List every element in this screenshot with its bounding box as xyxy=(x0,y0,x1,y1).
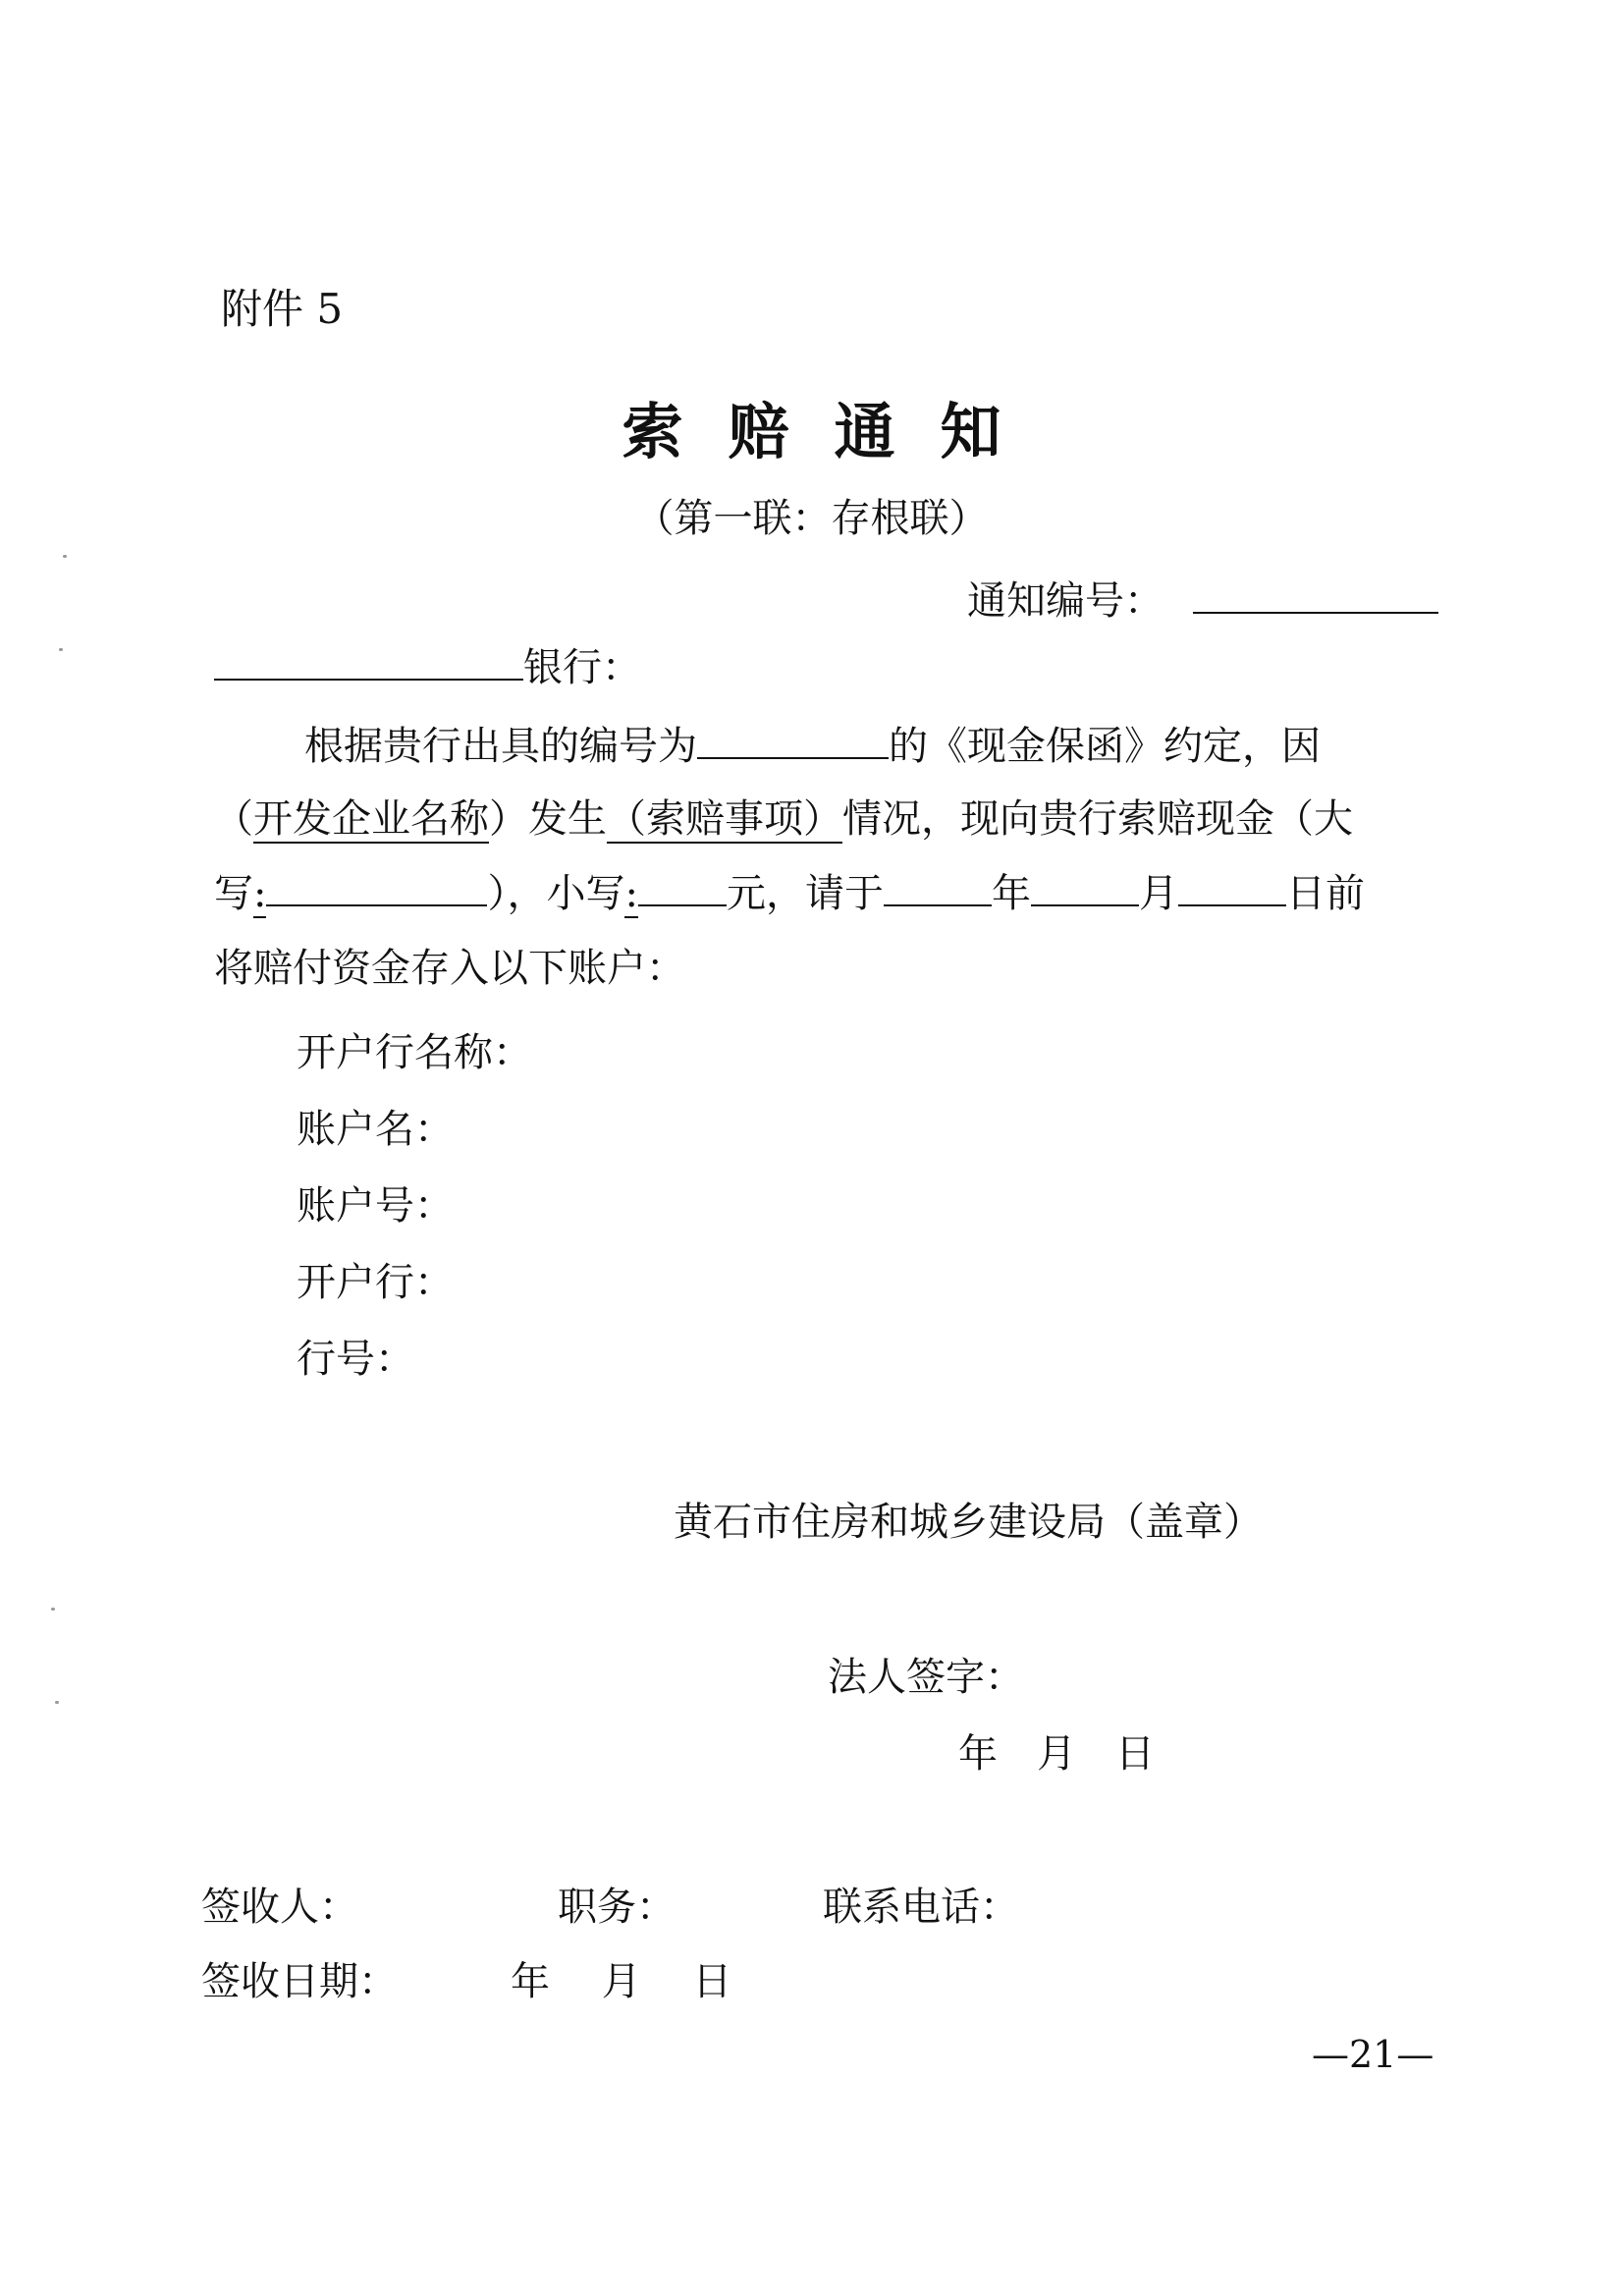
paragraph-line-4: 将赔付资金存入以下账户： xyxy=(214,946,685,991)
p3-text-c: 元，请于 xyxy=(726,871,884,916)
p1-text-a: 根据贵行出具的编号为 xyxy=(304,724,697,769)
p3-text-a: 写 xyxy=(214,871,253,916)
guarantee-number-blank xyxy=(697,722,889,759)
receive-date-label: 签收日期： xyxy=(201,1959,398,2004)
phone-label: 联系电话： xyxy=(823,1885,1019,1930)
receive-date-ymd: 年 月 日 xyxy=(511,1959,732,2004)
document-subtitle: （第一联：存根联） xyxy=(634,496,989,541)
company-name-placeholder: 开发企业名称 xyxy=(253,796,489,842)
field-bank-code: 行号： xyxy=(297,1337,414,1382)
amount-uppercase-blank xyxy=(266,869,487,906)
notice-number-row xyxy=(967,570,1438,626)
p2-text-a: （ xyxy=(214,796,253,842)
attachment-label: 附件 5 xyxy=(221,285,344,333)
field-account-number: 账户号： xyxy=(297,1183,454,1229)
scan-speck xyxy=(51,1608,55,1611)
notice-number-blank xyxy=(1193,576,1438,614)
p3-year: 年 xyxy=(991,871,1031,916)
p2-text-b: ）发生 xyxy=(489,796,607,842)
bank-name-blank xyxy=(214,643,523,681)
paragraph-line-3 xyxy=(214,868,1365,919)
legal-signature-label: 法人签字： xyxy=(828,1655,1024,1700)
scan-speck xyxy=(63,555,67,558)
amount-lowercase-blank xyxy=(638,869,727,906)
bank-suffix: 银行： xyxy=(523,645,641,690)
p3-colon-1: : xyxy=(253,871,267,916)
receiver-label: 签收人： xyxy=(201,1885,358,1930)
p2-text-c: 情况，现向贵行索赔现金（大 xyxy=(842,796,1353,842)
notice-number-label: 通知编号： xyxy=(967,578,1163,624)
bank-line xyxy=(214,642,641,693)
p3-text-b: ），小写 xyxy=(487,871,625,916)
p3-colon-2: : xyxy=(624,871,638,916)
paragraph-line-2 xyxy=(214,793,1353,845)
field-open-bank: 开户行： xyxy=(297,1260,454,1305)
scan-speck xyxy=(59,648,63,651)
day-blank xyxy=(1178,869,1286,906)
p1-text-b: 的《现金保函》约定，因 xyxy=(889,724,1321,769)
p3-month: 月 xyxy=(1138,871,1178,916)
field-bank-name: 开户行名称： xyxy=(297,1030,532,1075)
claim-item-placeholder: （索赔事项） xyxy=(607,796,842,842)
page-number: —21— xyxy=(1312,2033,1434,2076)
scan-speck xyxy=(55,1701,59,1704)
paragraph-line-1 xyxy=(304,721,1321,772)
signature-date: 年 月 日 xyxy=(958,1731,1155,1777)
month-blank xyxy=(1031,869,1139,906)
year-blank xyxy=(884,869,992,906)
issuer-seal-line: 黄石市住房和城乡建设局（盖章） xyxy=(674,1500,1263,1545)
position-label: 职务： xyxy=(558,1885,676,1930)
document-title: 索赔通知 xyxy=(622,396,1047,467)
p3-day: 日前 xyxy=(1285,871,1365,916)
field-account-name: 账户名： xyxy=(297,1107,454,1152)
